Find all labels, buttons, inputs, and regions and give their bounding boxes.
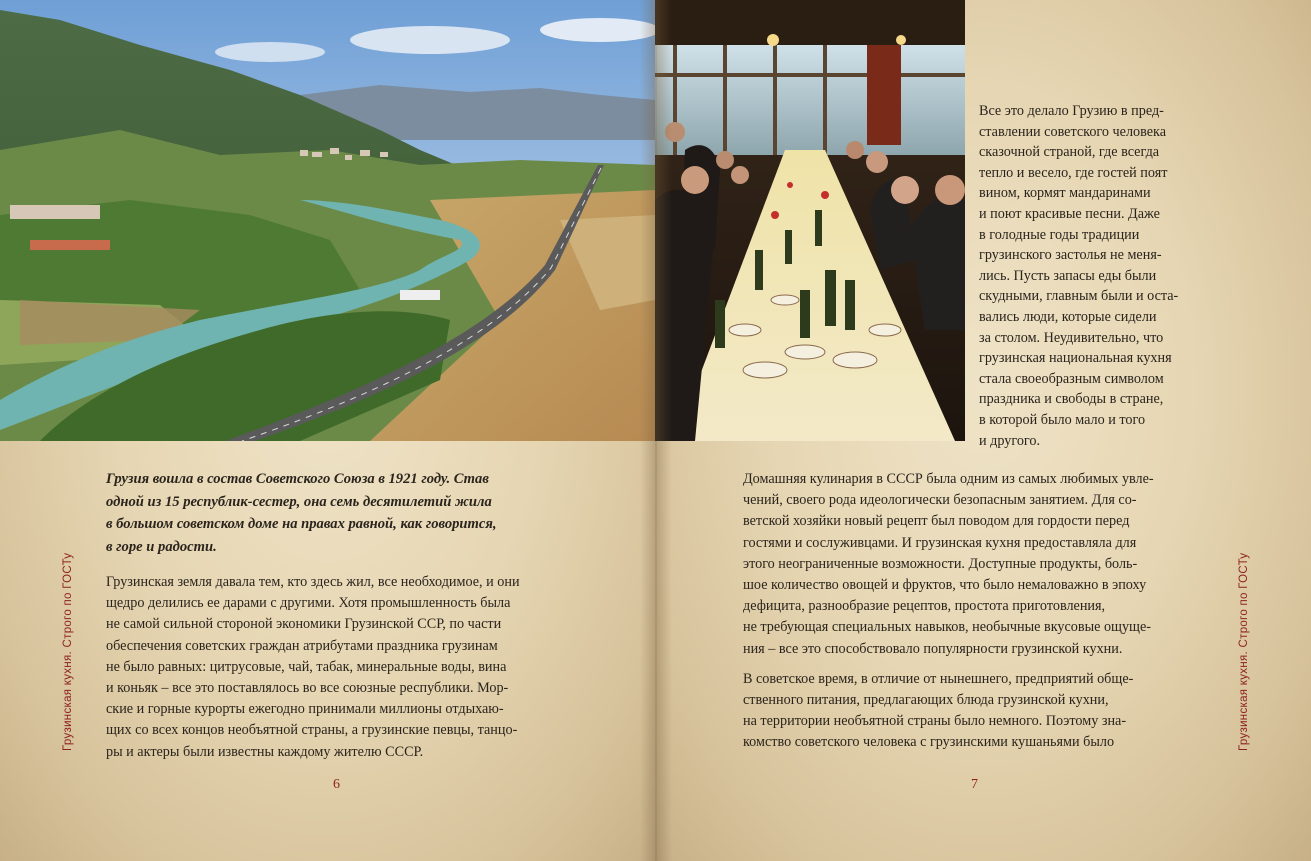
right-body xyxy=(743,469,1213,754)
lead-line: Грузия вошла в состав Советского Союза в 1921 году. Став xyxy=(106,471,489,487)
side-line: сказочной страной, где всегда xyxy=(979,144,1160,161)
paragraph-1 xyxy=(743,469,1213,660)
lead-line: одной из 15 республик-сестер, она семь десятилетий жила xyxy=(106,493,492,510)
body-line: Домашняя кулинария в СССР была одним из самых любимых увле- xyxy=(743,471,1154,487)
side-line: в голодные годы традиции xyxy=(979,226,1140,243)
side-column-paragraph xyxy=(979,101,1295,451)
side-line: праздника и свободы в стране, xyxy=(979,391,1164,408)
left-body-paragraph xyxy=(106,572,576,763)
body-line: шое количество овощей и фруктов, что было немаловажно в эпоху xyxy=(743,577,1147,594)
body-line: ния – все это способствовало популярности грузинской кухни. xyxy=(743,640,1123,657)
body-line: щедро делились ее дарами с другими. Хотя промышленность была xyxy=(106,595,511,612)
running-head-left xyxy=(62,552,78,755)
banquet-photo xyxy=(655,0,965,441)
body-line: щих со всех концов необъятной страны, а грузинские певцы, танцо- xyxy=(106,722,518,739)
running-head-left-text: Грузинская кухня. Строго по ГОСТу xyxy=(62,552,74,751)
body-line: и коньяк – все это поставлялось во все союзные республики. Мор- xyxy=(106,680,509,697)
body-line: ры и актеры были известны каждому жителю СССР. xyxy=(106,743,424,760)
lead-paragraph xyxy=(106,468,546,558)
running-head-right xyxy=(1238,552,1254,755)
side-line: и другого. xyxy=(979,432,1041,449)
right-page xyxy=(655,0,1311,861)
side-line: стала своеобразным символом xyxy=(979,370,1164,387)
body-line: этого неограниченные возможности. Доступные продукты, боль- xyxy=(743,555,1138,572)
side-line: Все это делало Грузию в пред- xyxy=(979,103,1164,119)
side-line: вином, кормят мандаринами xyxy=(979,185,1151,202)
body-line: не требующая специальных навыков, необычные вкусовые ощуще- xyxy=(743,619,1152,636)
side-line: лись. Пусть запасы еды были xyxy=(979,267,1157,284)
body-line: дефицита, разнообразие рецептов, простота приготовления, xyxy=(743,598,1106,615)
body-line: ветской хозяйки новый рецепт был поводом для гордости перед xyxy=(743,513,1130,530)
body-line: В советское время, в отличие от нынешнего, предприятий обще- xyxy=(743,670,1134,687)
page-number-left: 6 xyxy=(333,777,340,792)
side-line: скудными, главным были и оста- xyxy=(979,288,1179,305)
body-line: ственного питания, предлагающих блюда грузинской кухни, xyxy=(743,692,1109,709)
side-line: грузинская национальная кухня xyxy=(979,350,1172,367)
body-line: Грузинская земля давала тем, кто здесь жил, все необходимое, и они xyxy=(106,574,520,590)
body-line: не самой сильной стороной экономики Грузинской ССР, по части xyxy=(106,616,502,633)
landscape-photo xyxy=(0,0,655,441)
side-line: тепло и весело, где гостей поят xyxy=(979,164,1168,181)
lead-line: в горе и радости. xyxy=(106,538,217,555)
side-line: за столом. Неудивительно, что xyxy=(979,329,1164,346)
body-line: чений, своего рода идеологически безопасным занятием. Для со- xyxy=(743,492,1137,509)
body-line: гостями и сослуживцами. И грузинская кухня предоставляла для xyxy=(743,534,1137,551)
side-line: грузинского застолья не меня- xyxy=(979,247,1162,264)
side-line: вались люди, которые сидели xyxy=(979,308,1157,325)
paragraph-2 xyxy=(743,669,1213,754)
side-line: ставлении советского человека xyxy=(979,123,1167,140)
body-line: не было равных: цитрусовые, чай, табак, минеральные воды, вина xyxy=(106,658,507,675)
running-head-right-text: Грузинская кухня. Строго по ГОСТу xyxy=(1238,552,1250,751)
body-line: комство советского человека с грузинскими кушаньями было xyxy=(743,734,1115,751)
body-line: на территории необъятной страны было немного. Поэтому зна- xyxy=(743,713,1127,730)
body-line: ские и горные курорты ежегодно принимали миллионы отдыхаю- xyxy=(106,701,504,718)
lead-line: в большом советском доме на правах равной, как говорится, xyxy=(106,516,497,533)
body-line: обеспечения советских граждан атрибутами праздника грузинам xyxy=(106,637,498,654)
page-number-right: 7 xyxy=(971,777,978,792)
side-line: и поют красивые песни. Даже xyxy=(979,205,1160,222)
side-line: в которой было мало и того xyxy=(979,411,1146,428)
left-page xyxy=(0,0,655,861)
